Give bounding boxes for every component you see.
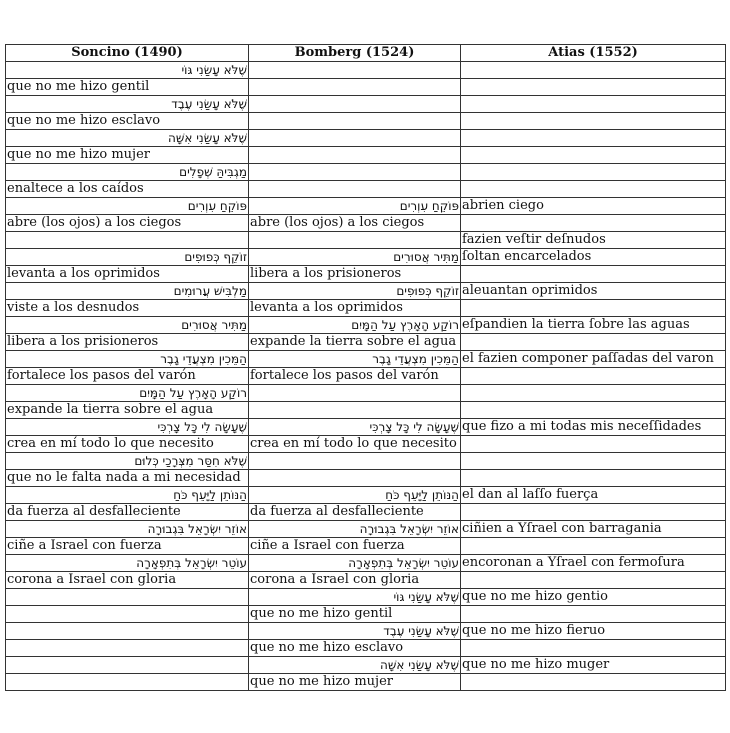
table-row <box>6 164 726 181</box>
cell-atias: que no me hizo fieruo <box>461 623 726 640</box>
cell-bomberg <box>249 351 461 368</box>
cell-atias: aleuantan oprimidos <box>461 283 726 300</box>
table-row <box>6 419 726 436</box>
cell-soncino <box>6 351 249 368</box>
cell-bomberg <box>249 62 461 79</box>
cell-atias <box>461 453 726 470</box>
hebrew-text: זוֹקֵף כְּפוּפִים <box>396 284 459 298</box>
hebrew-text: אוֹזֵר יִשְׂרָאֵל בִּגְבוּרָה <box>359 522 459 536</box>
table-row <box>6 385 726 402</box>
cell-atias <box>461 215 726 232</box>
table-row <box>6 504 726 521</box>
hebrew-text: אוֹזֵר יִשְׂרָאֵל בִּגְבוּרָה <box>147 522 247 536</box>
cell-atias <box>461 130 726 147</box>
cell-soncino <box>6 555 249 572</box>
cell-atias <box>461 504 726 521</box>
cell-atias <box>461 402 726 419</box>
header-bomberg: Bomberg (1524) <box>249 45 461 62</box>
cell-bomberg <box>249 181 461 198</box>
hebrew-text: מַלְבִּישׁ עֲרוּמִים <box>173 284 247 298</box>
cell-soncino: que no me hizo esclavo <box>6 113 249 130</box>
hebrew-text: מַתִּיר אֲסוּרִים <box>181 318 247 332</box>
table-row <box>6 623 726 640</box>
cell-bomberg: fortalece los pasos del varón <box>249 368 461 385</box>
cell-soncino <box>6 249 249 266</box>
hebrew-text: רוֹקַע הָאָרֶץ עַל הַמָּיִם <box>351 318 459 332</box>
cell-atias: el dan al laſſo fuerça <box>461 487 726 504</box>
cell-soncino <box>6 283 249 300</box>
cell-atias <box>461 334 726 351</box>
cell-atias <box>461 96 726 113</box>
cell-soncino: levanta a los oprimidos <box>6 266 249 283</box>
cell-bomberg <box>249 249 461 266</box>
cell-atias <box>461 606 726 623</box>
table-row <box>6 300 726 317</box>
cell-soncino <box>6 521 249 538</box>
cell-soncino <box>6 164 249 181</box>
cell-bomberg <box>249 96 461 113</box>
table-row <box>6 351 726 368</box>
cell-bomberg <box>249 113 461 130</box>
table-row <box>6 572 726 589</box>
table-row <box>6 62 726 79</box>
cell-bomberg <box>249 164 461 181</box>
cell-bomberg <box>249 589 461 606</box>
cell-bomberg <box>249 283 461 300</box>
cell-atias <box>461 436 726 453</box>
cell-atias <box>461 266 726 283</box>
cell-soncino: que no me hizo gentil <box>6 79 249 96</box>
table-row <box>6 283 726 300</box>
hebrew-text: פּוֹקֵחַ עִוְרִים <box>187 199 247 213</box>
hebrew-text: הַנּוֹתֵן לַיָּעֵף כֹּחַ <box>385 488 459 502</box>
cell-bomberg: que no me hizo mujer <box>249 674 461 691</box>
cell-bomberg: que no me hizo esclavo <box>249 640 461 657</box>
table-row <box>6 657 726 674</box>
cell-bomberg <box>249 232 461 249</box>
cell-soncino <box>6 317 249 334</box>
cell-bomberg <box>249 147 461 164</box>
cell-bomberg <box>249 470 461 487</box>
table-row <box>6 436 726 453</box>
cell-soncino <box>6 419 249 436</box>
hebrew-text: הַמֵּכִין מִצְעֲדֵי גָבֶר <box>372 352 459 366</box>
cell-bomberg: corona a Israel con gloria <box>249 572 461 589</box>
cell-atias: que no me hizo muger <box>461 657 726 674</box>
cell-atias <box>461 113 726 130</box>
cell-soncino: abre (los ojos) a los ciegos <box>6 215 249 232</box>
cell-soncino: que no me hizo mujer <box>6 147 249 164</box>
table-row <box>6 453 726 470</box>
table-row <box>6 266 726 283</box>
table-row <box>6 334 726 351</box>
cell-soncino <box>6 589 249 606</box>
cell-soncino: ciñe a Israel con fuerza <box>6 538 249 555</box>
table-row <box>6 674 726 691</box>
cell-atias <box>461 640 726 657</box>
cell-atias <box>461 147 726 164</box>
header-soncino: Soncino (1490) <box>6 45 249 62</box>
cell-soncino <box>6 130 249 147</box>
cell-bomberg <box>249 555 461 572</box>
hebrew-text: זוֹקֵף כְּפוּפִים <box>184 250 247 264</box>
table-row <box>6 79 726 96</box>
cell-bomberg: crea en mí todo lo que necesito <box>249 436 461 453</box>
table-row <box>6 232 726 249</box>
cell-bomberg <box>249 130 461 147</box>
cell-soncino: que no le falta nada a mi necesidad <box>6 470 249 487</box>
cell-soncino: enaltece a los caídos <box>6 181 249 198</box>
hebrew-text: פּוֹקֵחַ עִוְרִים <box>399 199 459 213</box>
table-row <box>6 96 726 113</box>
table-row <box>6 368 726 385</box>
cell-soncino: libera a los prisioneros <box>6 334 249 351</box>
cell-soncino: expande la tierra sobre el agua <box>6 402 249 419</box>
cell-atias <box>461 181 726 198</box>
table-row <box>6 113 726 130</box>
table-row <box>6 555 726 572</box>
cell-bomberg: libera a los prisioneros <box>249 266 461 283</box>
cell-bomberg <box>249 623 461 640</box>
hebrew-text: שֶׁלֹּא חִסַּר מִצְּרָכַי כְּלוּם <box>134 454 247 468</box>
table-row <box>6 317 726 334</box>
cell-atias <box>461 164 726 181</box>
cell-bomberg: expande la tierra sobre el agua <box>249 334 461 351</box>
cell-bomberg <box>249 487 461 504</box>
cell-soncino <box>6 62 249 79</box>
hebrew-text: עוֹטֵר יִשְׂרָאֵל בְּתִפְאָרָה <box>348 556 459 570</box>
hebrew-text: עוֹטֵר יִשְׂרָאֵל בְּתִפְאָרָה <box>136 556 247 570</box>
hebrew-text: שֶׁלֹּא עָשַׂנִי עֶבֶד <box>383 624 459 638</box>
table-row <box>6 215 726 232</box>
cell-atias <box>461 79 726 96</box>
cell-bomberg: que no me hizo gentil <box>249 606 461 623</box>
hebrew-text: שֶׁלֹּא עָשַׂנִי אִשָּׁה <box>380 658 459 672</box>
hebrew-text: שֶׁלֹּא עָשַׂנִי גּוֹי <box>181 63 247 77</box>
cell-atias <box>461 470 726 487</box>
cell-atias <box>461 538 726 555</box>
cell-soncino <box>6 606 249 623</box>
cell-atias: ſoltan encarcelados <box>461 249 726 266</box>
cell-atias <box>461 572 726 589</box>
cell-atias: encoronan a Yſrael con fermoſura <box>461 555 726 572</box>
cell-bomberg: abre (los ojos) a los ciegos <box>249 215 461 232</box>
cell-atias: el fazien componer paſſadas del varon <box>461 351 726 368</box>
cell-bomberg <box>249 657 461 674</box>
cell-bomberg <box>249 419 461 436</box>
cell-bomberg <box>249 79 461 96</box>
table-row <box>6 521 726 538</box>
cell-soncino <box>6 640 249 657</box>
cell-soncino <box>6 657 249 674</box>
cell-soncino: fortalece los pasos del varón <box>6 368 249 385</box>
table-row <box>6 640 726 657</box>
cell-soncino <box>6 487 249 504</box>
table-row <box>6 487 726 504</box>
cell-soncino <box>6 623 249 640</box>
cell-atias <box>461 674 726 691</box>
table-row <box>6 181 726 198</box>
table-row <box>6 147 726 164</box>
cell-atias <box>461 300 726 317</box>
hebrew-text: שֶׁלֹּא עָשַׂנִי אִשָּׁה <box>168 131 247 145</box>
cell-atias: que no me hizo gentio <box>461 589 726 606</box>
table-body <box>6 62 726 691</box>
hebrew-text: שֶׁעָשָׂה לִי כָּל צָרְכִּי <box>369 420 459 434</box>
cell-bomberg <box>249 198 461 215</box>
cell-soncino <box>6 385 249 402</box>
cell-bomberg <box>249 453 461 470</box>
cell-bomberg <box>249 402 461 419</box>
cell-soncino: da fuerza al desfalleciente <box>6 504 249 521</box>
hebrew-text: שֶׁעָשָׂה לִי כָּל צָרְכִּי <box>157 420 247 434</box>
table-row <box>6 130 726 147</box>
cell-bomberg: da fuerza al desfalleciente <box>249 504 461 521</box>
table-row <box>6 249 726 266</box>
hebrew-text: רוֹקַע הָאָרֶץ עַל הַמָּיִם <box>139 386 247 400</box>
table-row <box>6 606 726 623</box>
cell-atias: que fizo a mi todas mis neceſſidades <box>461 419 726 436</box>
hebrew-text: שֶׁלֹּא עָשַׂנִי גּוֹי <box>393 590 459 604</box>
cell-atias <box>461 385 726 402</box>
header-row <box>6 45 726 62</box>
cell-soncino <box>6 96 249 113</box>
hebrew-text: שֶׁלֹּא עָשַׂנִי עֶבֶד <box>171 97 247 111</box>
cell-bomberg: levanta a los oprimidos <box>249 300 461 317</box>
hebrew-text: הַמֵּכִין מִצְעֲדֵי גָבֶר <box>160 352 247 366</box>
table-row <box>6 538 726 555</box>
cell-atias <box>461 368 726 385</box>
table-row <box>6 589 726 606</box>
cell-soncino <box>6 674 249 691</box>
hebrew-text: מַגְבִּיהַּ שְׁפָלִים <box>179 165 247 179</box>
hebrew-text: הַנּוֹתֵן לַיָּעֵף כֹּחַ <box>173 488 247 502</box>
cell-atias <box>461 62 726 79</box>
table-row <box>6 402 726 419</box>
cell-bomberg: ciñe a Israel con fuerza <box>249 538 461 555</box>
cell-soncino <box>6 453 249 470</box>
table-row <box>6 198 726 215</box>
cell-soncino: corona a Israel con gloria <box>6 572 249 589</box>
cell-soncino <box>6 198 249 215</box>
cell-atias: fazien veſtir deſnudos <box>461 232 726 249</box>
cell-atias: eſpandien la tierra ſobre las aguas <box>461 317 726 334</box>
header-atias: Atias (1552) <box>461 45 726 62</box>
cell-atias: ciñien a Yſrael con barragania <box>461 521 726 538</box>
cell-soncino <box>6 232 249 249</box>
cell-soncino: viste a los desnudos <box>6 300 249 317</box>
cell-bomberg <box>249 521 461 538</box>
cell-bomberg <box>249 317 461 334</box>
hebrew-text: מַתִּיר אֲסוּרִים <box>393 250 459 264</box>
blessings-comparison-table <box>5 44 726 691</box>
cell-atias: abrien ciego <box>461 198 726 215</box>
cell-soncino: crea en mí todo lo que necesito <box>6 436 249 453</box>
cell-bomberg <box>249 385 461 402</box>
table-row <box>6 470 726 487</box>
